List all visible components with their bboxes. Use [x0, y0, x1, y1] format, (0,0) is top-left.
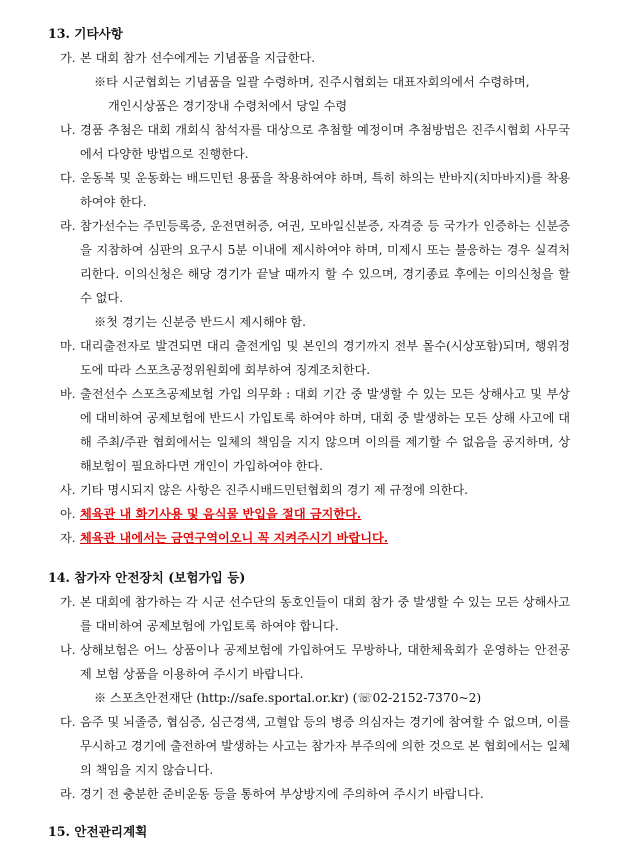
- item-label: 라.: [60, 219, 76, 233]
- item-label: 자.: [60, 531, 76, 545]
- item-label: 가.: [60, 595, 76, 609]
- sec13-item-ba: [60, 382, 570, 478]
- sec13-item-sa: [60, 478, 570, 502]
- section-13-title: 13. 기타사항: [48, 26, 123, 41]
- sec14-item-ra: [60, 782, 570, 806]
- item-label: 다.: [60, 171, 76, 185]
- sec14-item-ga: [60, 590, 570, 638]
- item-text: 경품 추첨은 대회 개회식 참석자를 대상으로 추첨할 예정이며 추첨방법은 진주시협회 사무국에서 다양한 방법으로 진행한다.: [80, 123, 570, 161]
- sec13-note-id-check: ※첫 경기는 신분증 반드시 제시해야 함.: [94, 315, 307, 329]
- sec14-item-da: [60, 710, 570, 782]
- sec13-item-a-fire-ban: [60, 502, 570, 526]
- item-label: 사.: [60, 483, 76, 497]
- warning-text: 체육관 내에서는 금연구역이오니 꼭 지켜주시기 바랍니다.: [80, 531, 389, 545]
- section-14-title: 14. 참가자 안전장치 (보험가입 등): [48, 570, 246, 585]
- item-label: 바.: [60, 387, 76, 401]
- item-text: 출전선수 스포츠공제보험 가입 의무화 : 대회 기간 중 발생할 수 있는 모든 상해사고 및 부상에 대비하여 공제보험에 반드시 가입토록 하여야 하며, 대회 중 발생하는 모든 상해 사고에 대해 주최/주관 협회에서는 일체의 책임을 지지 않으며 이의를 제기할 수 없음을 공지하며, 상해보험이 필요하다면 개인이 가입하여야 한다.: [80, 387, 570, 473]
- sec13-item-ma: [60, 334, 570, 382]
- sec13-item-ra: [60, 214, 570, 310]
- item-text: 경기 전 충분한 준비운동 등을 통하여 부상방지에 주의하여 주시기 바랍니다.: [80, 787, 484, 801]
- item-label: 아.: [60, 507, 76, 521]
- sec14-note-safety-foundation: ※ 스포츠안전재단 (http://safe.sportal.or.kr) (☏02-2152-7370~2): [94, 691, 482, 705]
- section-15-title: 15. 안전관리계획: [48, 824, 148, 839]
- item-text: 참가선수는 주민등록증, 운전면허증, 여권, 모바일신분증, 자격증 등 국가가 인증하는 신분증을 지참하여 심판의 요구시 5분 이내에 제시하여야 하며, 미제시 또는 불응하는 경우 실격처리한다. 이의신청은 해당 경기가 끝날 때까지 할 수 있으며, 경기종료 후에는 이의신청을 할 수 없다.: [80, 219, 570, 305]
- item-label: 나.: [60, 123, 76, 137]
- item-label: 마.: [60, 339, 76, 353]
- sec13-item-ga: [60, 46, 570, 70]
- item-text: 상해보험은 어느 상품이나 공제보험에 가입하여도 무방하나, 대한체육회가 운영하는 안전공제 보험 상품을 이용하여 주시기 바랍니다.: [80, 643, 570, 681]
- sec13-note-souvenir-line1: ※타 시군협회는 기념품을 일괄 수령하며, 진주시협회는 대표자회의에서 수령하며,: [94, 75, 530, 89]
- sec13-item-ja-no-smoking: [60, 526, 570, 550]
- item-label: 나.: [60, 643, 76, 657]
- item-text: 음주 및 뇌졸증, 협심증, 심근경색, 고혈압 등의 병증 의심자는 경기에 참여할 수 없으며, 이를 무시하고 경기에 출전하여 발생하는 사고는 참가자 부주의에 의한 것으로 본 협회에서는 일체의 책임을 지지 않습니다.: [80, 715, 570, 777]
- sec13-item-na: [60, 118, 570, 166]
- sec13-item-da: [60, 166, 570, 214]
- item-label: 다.: [60, 715, 76, 729]
- item-text: 본 대회에 참가하는 각 시군 선수단의 동호인들이 대회 참가 중 발생할 수 있는 모든 상해사고를 대비하여 공제보험에 가입토록 하여야 합니다.: [80, 595, 570, 633]
- item-text: 대리출전자로 발견되면 대리 출전게임 및 본인의 경기까지 전부 몰수(시상포함)되며, 행위정도에 따라 스포츠공정위원회에 회부하여 징계조치한다.: [80, 339, 570, 377]
- item-text: 본 대회 참가 선수에게는 기념품을 지급한다.: [80, 51, 316, 65]
- item-label: 라.: [60, 787, 76, 801]
- sec13-note-souvenir-line2: 개인시상품은 경기장내 수령처에서 당일 수령: [108, 99, 348, 113]
- item-label: 가.: [60, 51, 76, 65]
- item-text: 운동복 및 운동화는 배드민턴 용품을 착용하여야 하며, 특히 하의는 반바지(치마바지)를 착용하여야 한다.: [80, 171, 570, 209]
- warning-text: 체육관 내 화기사용 및 음식물 반입을 절대 금지한다.: [80, 507, 362, 521]
- sec14-item-na: [60, 638, 570, 686]
- item-text: 기타 명시되지 않은 사항은 진주시배드민턴협회의 경기 제 규정에 의한다.: [80, 483, 469, 497]
